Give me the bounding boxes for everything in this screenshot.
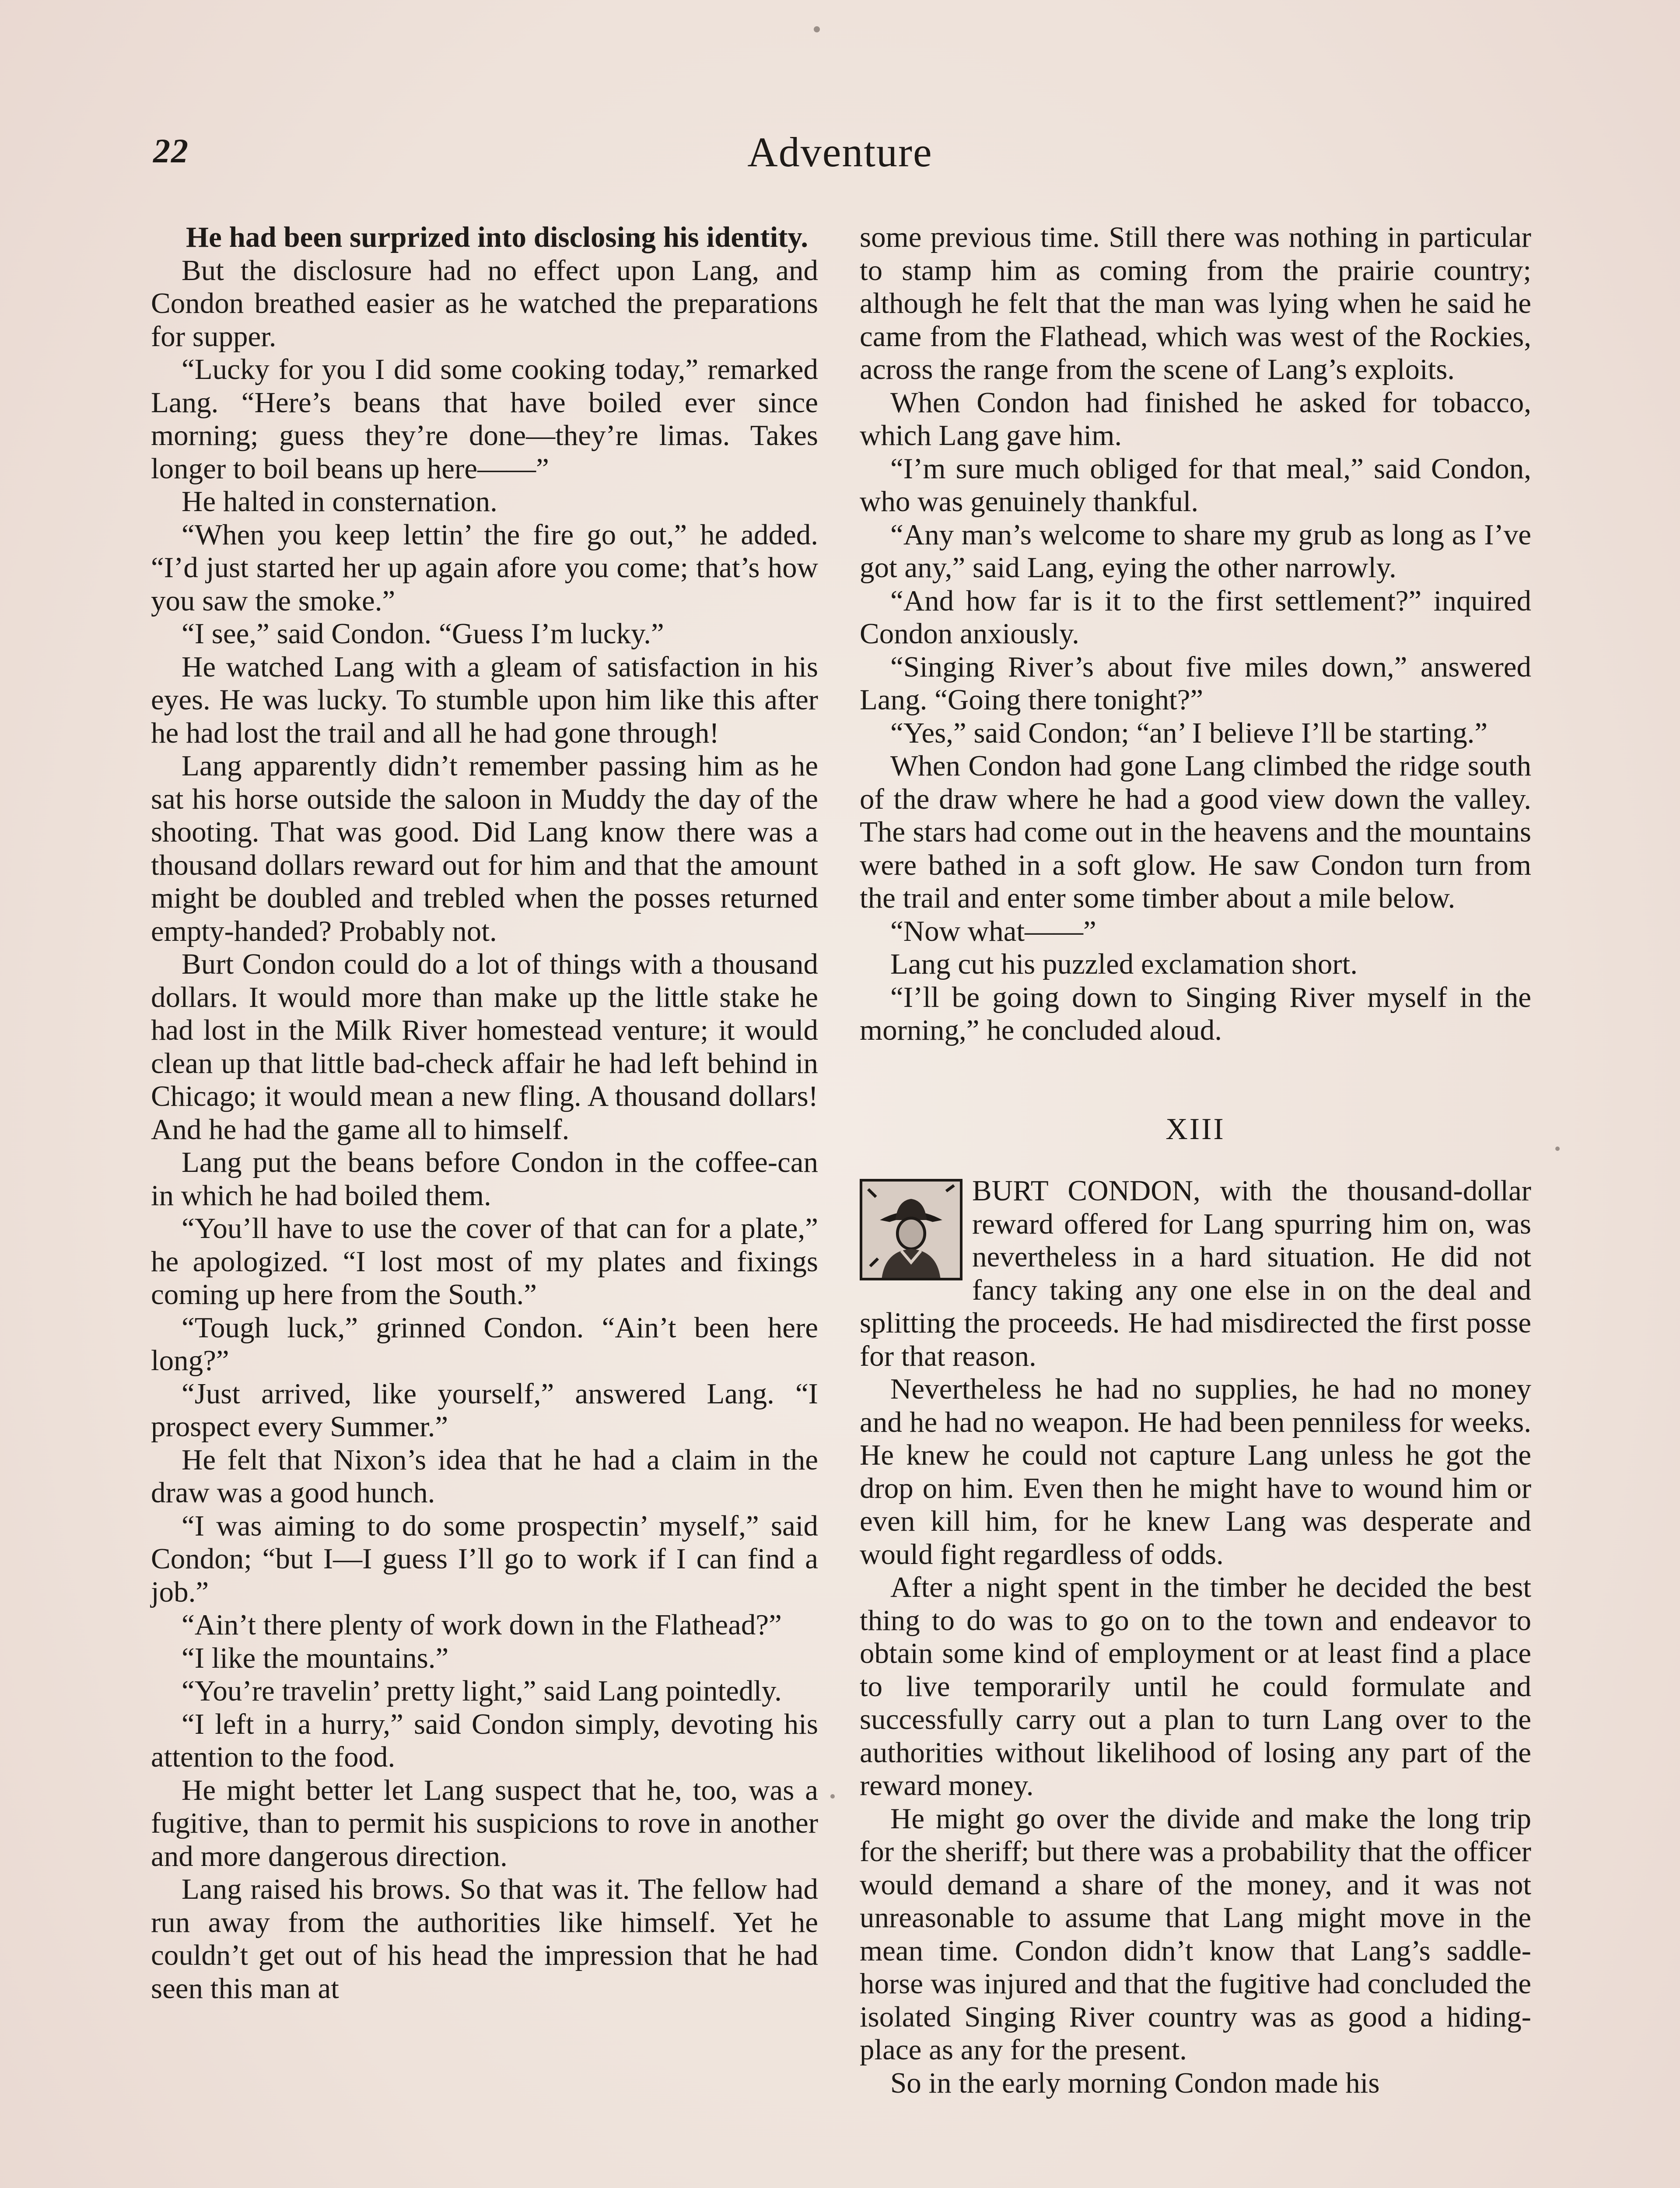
- paper-fleck: [1555, 1147, 1560, 1151]
- paragraph: “I’ll be going down to Singing River myself in the morning,” he concluded aloud.: [860, 981, 1531, 1046]
- paper-fleck: [830, 1794, 835, 1799]
- paragraph: When Condon had gone Lang climbed the ridge south of the draw where he had a good view down the valley. The stars had come out in the heavens and the mountains were bathed in a soft glow. He saw Condon turn from the trail and enter some timber about a mile below.: [860, 750, 1531, 914]
- paragraph: “When you keep lettin’ the fire go out,” he added. “I’d just started her up again afore you come; that’s how you saw the smoke.”: [151, 518, 818, 617]
- paragraph: He halted in consternation.: [182, 485, 497, 518]
- paragraph: He might go over the divide and make the long trip for the sheriff; but there was a probability that the officer would demand a share of the money, and it was not unreasonable to assume that Lang might move in the mean time. Condon didn’t know that Lang’s saddle-horse was injured and that the fugitive had concluded the isolated Singing River country was as good a hiding-place as any for the present.: [860, 1802, 1531, 2066]
- paragraph: Lang apparently didn’t remember passing him as he sat his horse outside the saloon in Muddy the day of the shooting. That was good. Did Lang know there was a thousand dollars reward out for him and that the amount might be doubled and trebled when the posses returned empty-handed? Probably not.: [151, 750, 818, 947]
- paragraph: some previous time. Still there was nothing in particular to stamp him as coming from the prairie country; although he felt that the man was lying when he said he came from the Flathead, which was west of the Rockies, across the range from the scene of Lang’s exploits.: [860, 221, 1531, 386]
- paragraph: He watched Lang with a gleam of satisfaction in his eyes. He was lucky. To stumble upon him like this after he had lost the trail and all he had gone through!: [151, 650, 818, 749]
- paragraph: But the disclosure had no effect upon Lang, and Condon breathed easier as he watched the preparations for supper.: [151, 254, 818, 353]
- paragraph: “I was aiming to do some prospectin’ myself,” said Condon; “but I—I guess I’ll go to work if I can find a job.”: [151, 1509, 818, 1608]
- paragraph: “I’m sure much obliged for that meal,” said Condon, who was genuinely thankful.: [860, 452, 1531, 518]
- paragraph: “Just arrived, like yourself,” answered Lang. “I prospect every Summer.”: [151, 1377, 818, 1443]
- paragraph: Nevertheless he had no supplies, he had no money and he had no weapon. He had been penniless for weeks. He knew he could not capture Lang unless he got the drop on him. Even then he might have to wound him or even kill him, for he knew Lang was desperate and would fight regardless of odds.: [860, 1373, 1531, 1571]
- paragraph: “Tough luck,” grinned Condon. “Ain’t been here long?”: [151, 1311, 818, 1377]
- right-column: [860, 221, 1531, 2100]
- paragraph: After a night spent in the timber he decided the best thing to do was to go on to the town and endeavor to obtain some kind of employment or at least find a place to live temporarily until he could formulate and successfully carry out a plan to turn Lang over to the authorities without likelihood of losing any part of the reward money.: [860, 1571, 1531, 1802]
- paragraph: He had been surprized into disclosing his identity.: [186, 221, 808, 253]
- paragraph: “Lucky for you I did some cooking today,” remarked Lang. “Here’s beans that have boiled ever since morning; guess they’re done—they’re limas. Takes longer to boil beans up here——”: [151, 353, 818, 485]
- paper-fleck: [814, 26, 820, 32]
- paragraph: “You’ll have to use the cover of that can for a plate,” he apologized. “I lost most of my plates and fixings coming up here from the South.”: [151, 1212, 818, 1311]
- paragraph: “Yes,” said Condon; “an’ I believe I’ll be starting.”: [890, 716, 1488, 749]
- paragraph: He might better let Lang suspect that he, too, was a fugitive, than to permit his suspicions to rove in another and more dangerous direction.: [151, 1774, 818, 1872]
- chapter-heading: XIII: [1166, 1112, 1225, 1146]
- paragraph: He felt that Nixon’s idea that he had a claim in the draw was a good hunch.: [151, 1443, 818, 1509]
- paragraph: “Ain’t there plenty of work down in the Flathead?”: [182, 1609, 782, 1641]
- paragraph: Lang raised his brows. So that was it. The fellow had run away from the authorities like himself. Yet he couldn’t get out of his head the impression that he had seen this man at: [151, 1873, 818, 2005]
- paragraph: “Singing River’s about five miles down,” answered Lang. “Going there tonight?”: [860, 650, 1531, 716]
- paragraph: “And how far is it to the first settlement?” inquired Condon anxiously.: [860, 584, 1531, 650]
- paragraph: When Condon had finished he asked for tobacco, which Lang gave him.: [860, 386, 1531, 452]
- paragraph: “Any man’s welcome to share my grub as long as I’ve got any,” said Lang, eying the other narrowly.: [860, 518, 1531, 584]
- left-column: [151, 221, 818, 2005]
- chapter-opening-text: BURT CONDON, with the thousand-dollar reward offered for Lang spurring him on, was nevertheless in a hard situation. He did not fancy taking any one else in on the deal and splitting the proceeds. He had misdirected the first posse for that reason.: [860, 1175, 1531, 1372]
- drop-cap-illustration: [860, 1179, 962, 1280]
- paragraph: “I see,” said Condon. “Guess I’m lucky.”: [182, 617, 664, 650]
- paragraph: “Now what——”: [890, 915, 1096, 947]
- paragraph: “I like the mountains.”: [182, 1641, 449, 1674]
- cowboy-portrait-icon: [862, 1182, 960, 1278]
- paragraph: So in the early morning Condon made his: [890, 2066, 1380, 2099]
- paragraph: Lang put the beans before Condon in the coffee-can in which he had boiled them.: [151, 1146, 818, 1212]
- paragraph: Lang cut his puzzled exclamation short.: [890, 948, 1358, 980]
- page-number: 22: [153, 132, 189, 170]
- chapter-opening-paragraph: [860, 1175, 1531, 1373]
- paragraph: “You’re travelin’ pretty light,” said Lang pointedly.: [182, 1675, 782, 1707]
- paragraph: Burt Condon could do a lot of things with a thousand dollars. It would more than make up the little stake he had lost in the Milk River homestead venture; it would clean up that little bad-check affair he had left behind in Chicago; it would mean a new fling. A thousand dollars! And he had the game all to himself.: [151, 948, 818, 1146]
- paragraph: “I left in a hurry,” said Condon simply, devoting his attention to the food.: [151, 1708, 818, 1773]
- running-title: Adventure: [747, 129, 933, 175]
